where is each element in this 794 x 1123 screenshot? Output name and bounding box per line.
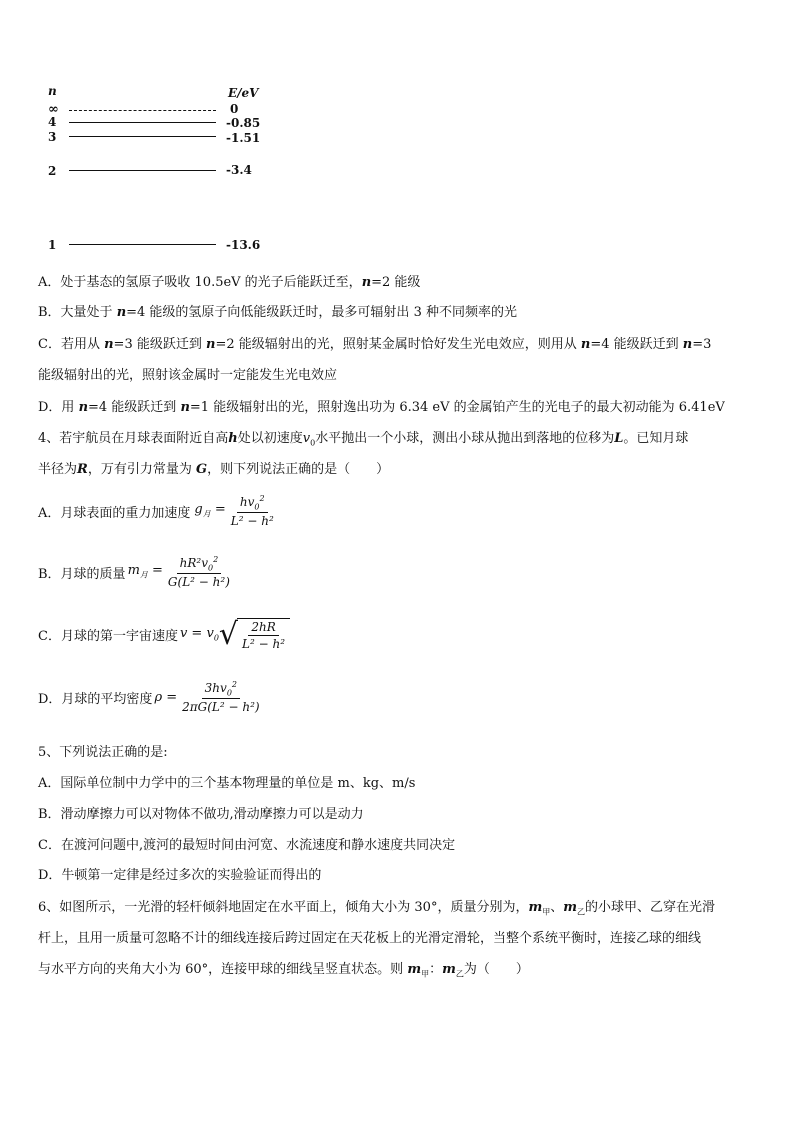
q4-a-fraction: $\frac{hv_0^2}{\text{L² − h²}}$ — [230, 494, 274, 529]
level-label-2: 2 — [48, 164, 57, 178]
level-label-4: 4 — [48, 115, 57, 129]
level-label-inf: ∞ — [48, 102, 59, 117]
level-energy-inf: 0 — [230, 102, 239, 116]
q3-option-a: A．处于基态的氢原子吸收 10.5eV 的光子后能跃迁至，n=2 能级 — [38, 275, 421, 290]
level-line-1 — [69, 244, 216, 245]
q3-option-d: D．用 n=4 能级跃迁到 n=1 能级辐射出的光，照射逸出功为 6.34 eV 的金属铂产生的光电子的最大初动能为 6.41eV — [38, 400, 725, 415]
q6-stem-line2: 杆上，且用一质量可忽略不计的细线连接后跨过固定在天花板上的光滑定滑轮，当整个系统平衡时，连接乙球的细线 — [38, 931, 702, 946]
q4-option-b: B．月球的质量 $m_月$ = $\frac{hR^2v_0^2}{\text{G(L² − h²)}}$ — [38, 555, 235, 589]
level-label-1: 1 — [48, 238, 57, 252]
level-line-inf — [69, 110, 216, 111]
q5-option-c: C．在渡河问题中,渡河的最短时间由河宽、水流速度和静水速度共同决定 — [38, 838, 456, 853]
level-energy-2: -3.4 — [226, 163, 252, 177]
q5-option-d: D．牛顿第一定律是经过多次的实验验证而得出的 — [38, 868, 322, 883]
q4-stem-line2: 半径为R，万有引力常量为 G，则下列说法正确的是（ ） — [38, 462, 390, 477]
level-energy-4: -0.85 — [226, 116, 261, 130]
q4-option-c: C．月球的第一宇宙速度 $v = v_0$ √ $\frac{2hR}{\text{L² − h²}}$ — [38, 618, 290, 651]
q4-c-sqrt: √ $\frac{2hR}{\text{L² − h²}}$ — [219, 618, 290, 651]
level-line-2 — [69, 170, 216, 171]
q4-b-fraction: $\frac{hR^2v_0^2}{\text{G(L² − h²)}}$ — [167, 555, 230, 590]
q5-stem: 5、下列说法正确的是: — [38, 745, 168, 760]
n-axis-header: n — [48, 84, 57, 98]
q4-d-fraction: $\frac{3hv_0^2}{\text{2πG(L² − h²)}}$ — [182, 680, 260, 715]
level-label-3: 3 — [48, 130, 57, 144]
q6-stem-line1: 6、如图所示，一光滑的轻杆倾斜地固定在水平面上，倾角大小为 30°，质量分别为，$m_甲$、$m_乙$的小球甲、乙穿在光滑 — [38, 900, 716, 917]
level-energy-3: -1.51 — [226, 131, 261, 145]
q3-option-b: B．大量处于 n=4 能级的氢原子向低能级跃迁时，最多可辐射出 3 种不同频率的光 — [38, 305, 517, 320]
q6-stem-line3: 与水平方向的夹角大小为 60°，连接甲球的细线呈竖直状态。则 $m_甲$：$m_乙$为（ ） — [38, 962, 529, 979]
energy-axis-header: E/eV — [228, 86, 259, 100]
q4-option-a: A．月球表面的重力加速度 $g_月$ = $\frac{hv_0^2}{\text{L² − h²}}$ — [38, 494, 279, 528]
level-energy-1: -13.6 — [226, 238, 261, 252]
q3-option-c-line1: C．若用从 n=3 能级跃迁到 n=2 能级辐射出的光，照射某金属时恰好发生光电效应，则用从 n=4 能级跃迁到 n=3 — [38, 337, 712, 352]
q5-option-b: B．滑动摩擦力可以对物体不做功,滑动摩擦力可以是动力 — [38, 807, 364, 822]
q3-option-c-line2: 能级辐射出的光，照射该金属时一定能发生光电效应 — [38, 368, 338, 383]
q4-option-d: D．月球的平均密度 ρ = $\frac{3hv_0^2}{\text{2πG(L² − h²)}}$ — [38, 680, 265, 714]
level-line-3 — [69, 136, 216, 137]
q4-stem-line1: 4、若宇航员在月球表面附近自高h处以初速度$v_0$水平抛出一个小球，测出小球从抛出到落地的位移为L。已知月球 — [38, 431, 689, 448]
q5-option-a: A．国际单位制中力学中的三个基本物理量的单位是 m、kg、m/s — [38, 776, 416, 791]
level-line-4 — [69, 122, 216, 123]
